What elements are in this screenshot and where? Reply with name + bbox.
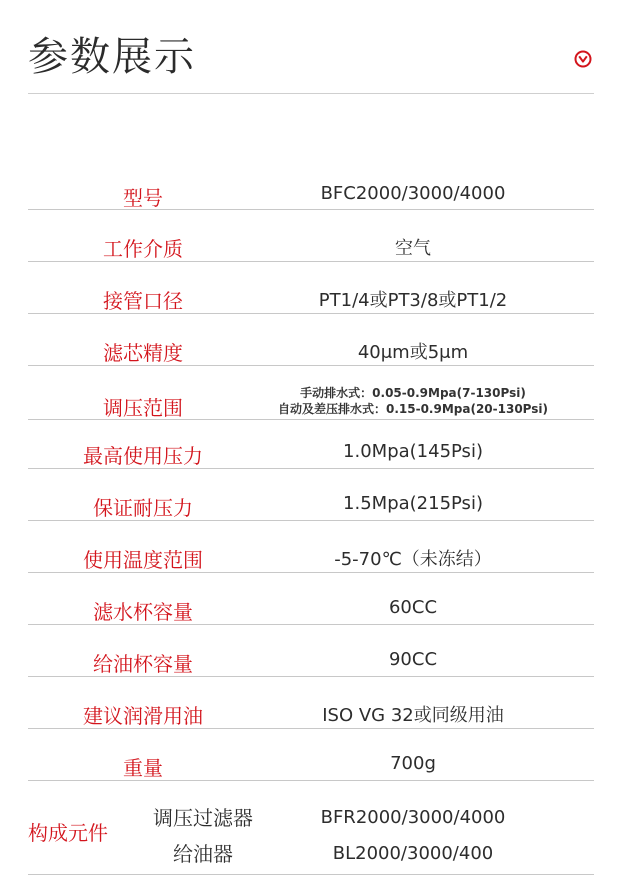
spec-value: 空气 <box>395 238 431 259</box>
spec-row-bowl-capacity <box>28 573 594 625</box>
spec-label: 使用温度范围 <box>83 548 203 572</box>
spec-row-weight <box>28 729 594 781</box>
spec-row-filter <box>28 314 594 366</box>
spec-label: 调压范围 <box>103 396 183 420</box>
spec-value: PT1/4或PT3/8或PT1/2 <box>318 290 508 311</box>
spec-label: 型号 <box>123 186 163 210</box>
spec-row-model <box>28 164 594 210</box>
spec-row-max-pressure <box>28 420 594 469</box>
spec-value: 700g <box>390 753 436 774</box>
spec-label: 保证耐压力 <box>93 496 193 520</box>
spec-label: 建议润滑用油 <box>83 704 203 728</box>
page-title: 参数展示 <box>28 34 196 80</box>
spec-value: -5-70℃（未冻结） <box>334 549 492 570</box>
spec-row-lubricant <box>28 677 594 729</box>
spec-row-components <box>28 781 594 875</box>
spec-row-proof-pressure <box>28 469 594 521</box>
spec-row-temperature <box>28 521 594 573</box>
spec-row-medium <box>28 210 594 262</box>
spec-label: 最高使用压力 <box>83 444 203 468</box>
spec-label: 接管口径 <box>103 289 183 313</box>
spec-row-oil-capacity <box>28 625 594 677</box>
spec-value-line1: 手动排水式：0.05-0.9Mpa(7-130Psi) <box>300 386 526 400</box>
spec-value: 40μm或5μm <box>357 342 469 363</box>
spec-row-port <box>28 262 594 314</box>
spec-value-line2: 自动及差压排水式：0.15-0.9Mpa(20-130Psi) <box>277 402 548 416</box>
component-value: BL2000/3000/400 <box>332 843 494 864</box>
spec-label: 滤水杯容量 <box>93 600 193 624</box>
spec-label: 工作介质 <box>103 237 183 261</box>
spec-value: 1.0Mpa(145Psi) <box>343 441 483 462</box>
spec-value: 60CC <box>388 597 438 618</box>
header <box>28 0 594 94</box>
spec-label: 重量 <box>123 756 163 780</box>
spec-row-pressure-range <box>28 366 594 420</box>
spec-value: 90CC <box>388 649 438 670</box>
spec-label: 滤芯精度 <box>103 341 183 365</box>
spec-value: 1.5Mpa(215Psi) <box>343 493 483 514</box>
components-label: 构成元件 <box>28 821 108 845</box>
chevron-down-circle-icon[interactable] <box>574 50 592 68</box>
component-name: 给油器 <box>173 842 233 866</box>
spec-label: 给油杯容量 <box>93 652 193 676</box>
spec-value: ISO VG 32或同级用油 <box>322 705 504 726</box>
component-name: 调压过滤器 <box>153 806 253 830</box>
spec-value: BFC2000/3000/4000 <box>320 183 506 204</box>
component-value: BFR2000/3000/4000 <box>320 807 506 828</box>
